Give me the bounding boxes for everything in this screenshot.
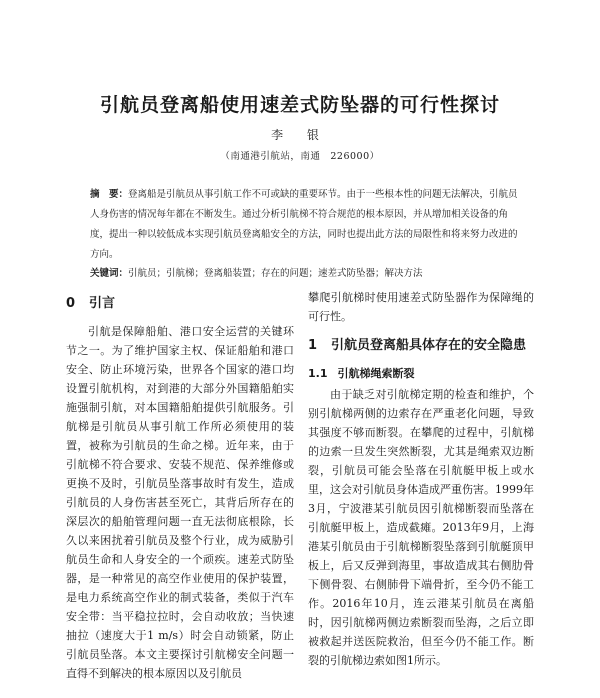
section-heading-1: [308, 336, 534, 356]
left-column: [66, 294, 294, 683]
paper-title: 引航员登离船使用速差式防坠器的可行性探讨: [99, 94, 500, 116]
section-title: 引航员登离船具体存在的安全隐患: [331, 338, 527, 353]
keywords-text: 引航员；引航梯；登离船装置；存在的问题；速差式防坠器；解决方法: [128, 268, 423, 279]
keywords: [90, 265, 520, 283]
section-number: 0: [66, 296, 76, 311]
subsection-heading-1-1: [308, 364, 534, 383]
section-number: 1: [308, 338, 318, 353]
author-affiliation: （南通港引航站，南通 226000）: [220, 151, 380, 162]
right-column: [308, 288, 534, 670]
section-heading-introduction: [66, 294, 294, 314]
introduction-continuation: 攀爬引航梯时使用速差式防坠器作为保障绳的可行性。: [308, 291, 534, 323]
keywords-label: 关键词：: [90, 268, 129, 279]
abstract-label: 摘 要：: [90, 189, 129, 200]
subsection-paragraph: 由于缺乏对引航梯定期的检查和维护，个别引航梯两侧的边索存在严重老化问题，导致其强度不够而断裂。在攀爬的过程中，引航梯的边索一旦发生突然断裂，尤其是绳索双边断裂，引航员可能会坠落在引航艇甲板上或水里，这会对引航员身体造成严重伤害。1999年3月，宁波港某引航员因引航梯断裂而坠落在引航艇甲板上，造成截瘫。2013年9月，上海港某引航员由于引航梯断裂坠落到引航艇顶甲板上，后又反弹到海里，事故造成其右侧肋骨下侧骨裂、右侧肺骨下端骨折，至今仍不能工作。2016年10月，连云港某引航员在离船时，因引航梯两侧边索断裂而坠海，之后立即被救起并送医院救治，但至今仍不能工作。断裂的引航梯边索如图1所示。: [308, 388, 534, 667]
abstract-text: 登离船是引航员从事引航工作不可或缺的重要环节。由于一些根本性的问题无法解决，引航员人身伤害的情况每年都在不断发生。通过分析引航梯不符合规范的根本原因，并从增加相关设备的角度，提出一种以较低成本实现引航员登离船安全的方法，同时也提出此方法的局限性和将来努力改进的方向。: [90, 189, 518, 260]
abstract: [90, 185, 520, 265]
introduction-paragraph: 引航是保障船舶、港口安全运营的关键环节之一。为了维护国家主权、保证船舶和港口安全、防止环境污染，世界各个国家的港口均设置引航机构，对到港的大部分外国籍船舶实施强制引航，对本国籍船舶提供引航服务。引航梯是引航员从事引航工作所必须使用的装置，被称为引航员的生命之梯。近年来，由于引航梯不符合要求、安装不规范、保养维修或更换不及时，引航员坠落事故时有发生，造成引航员的人身伤害甚至死亡，其背后所存在的深层次的船舶管理问题一直无法彻底根除，长久以来困扰着引航员及整个行业，成为威胁引航员生命和人身安全的一个顽疾。速差式防坠器，是一种常见的高空作业使用的保护装置，是电力系统高空作业的制式装备，类似于汽车安全带：当平稳拉拉时，会自动收放；当快速抽拉（速度大于1 m/s）时会自动锁紧，防止引航员坠落。本文主要探讨引航梯安全问题一直得不到解决的根本原因以及引航员: [66, 325, 294, 680]
subsection-title: 引航梯绳索断裂: [337, 367, 415, 380]
author-name: 李 银: [271, 128, 329, 142]
section-title: 引言: [89, 296, 116, 311]
subsection-number: 1.1: [308, 367, 328, 380]
